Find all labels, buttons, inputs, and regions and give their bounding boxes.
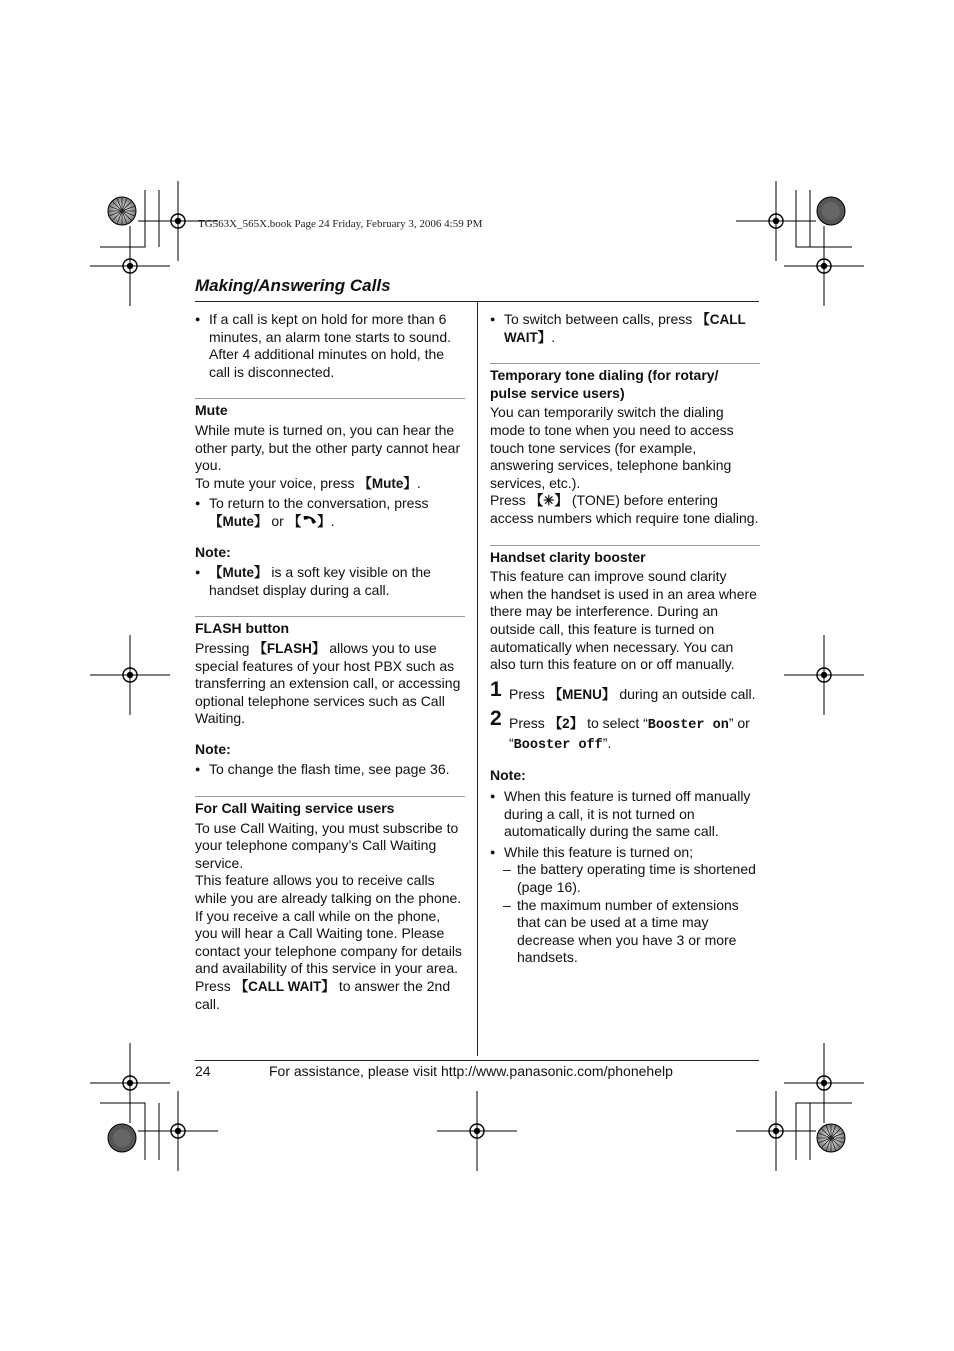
footer-rule [195, 1060, 759, 1061]
booster-note-dash-2: – the maximum number of extensions that can be used at a time may decrease when you have 3 or more handsets. [490, 897, 760, 967]
hold-alarm-bullet: ● If a call is kept on hold for more than 6 minutes, an alarm tone starts to sound. After 4 additional minutes on hold, the call is disconnected. [195, 311, 465, 381]
note-label: Note: [195, 740, 231, 757]
mute-note-bullet: ● 【Mute】 is a soft key visible on the handset display during a call. [195, 564, 465, 599]
divider [195, 796, 465, 797]
booster-note-bullet-1: ● When this feature is turned off manually during a call, it is not turned on automatically during the same call. [490, 788, 760, 841]
mute-description: While mute is turned on, you can hear the other party, but the other party cannot hear you. [195, 421, 461, 474]
booster-off-option: Booster off [513, 737, 603, 753]
right-column [490, 311, 760, 967]
divider [195, 616, 465, 617]
note-label: Note: [195, 543, 231, 560]
mute-key: 【Mute】 [209, 565, 268, 581]
section-title: Making/Answering Calls [195, 276, 391, 295]
step-1: 1 Press 【MENU】 during an outside call. [490, 677, 756, 702]
call-waiting-subscribe: To use Call Waiting, you must subscribe to your telephone company’s Call Waiting service. [195, 819, 459, 871]
call-waiting-answer: Press 【CALL WAIT】 to answer the 2nd call. [195, 978, 451, 1012]
flash-description: Pressing 【FLASH】 allows you to use special features of your host PBX such as transferring an extension call, or accessing optional telephone services such as Call Waiting. [195, 639, 461, 727]
tone-dialing-description: You can temporarily switch the dialing mode to tone when you need to access touch tone services (for example, answering services, telephone banking services, etc.). [490, 404, 734, 491]
mute-return-bullet: ● To return to the conversation, press 【Mute】 or 【 】. [195, 495, 465, 530]
mute-heading: Mute [195, 402, 228, 419]
call-wait-key: 【CALL WAIT】 [504, 312, 746, 345]
step-number: 2 [490, 707, 502, 731]
clarity-booster-description: This feature can improve sound clarity when the handset is used in an area where there may be interference. During an outside call, this feature is turned on automatically when necessary. You can also turn this feature on or off manually. [490, 568, 757, 673]
flash-note-bullet: ● To change the flash time, see page 36. [195, 761, 465, 779]
flash-key: 【FLASH】 [253, 640, 326, 656]
call-waiting-description: This feature allows you to receive calls while you are already talking on the phone. If you receive a call while on the phone, you will hear a Call Waiting tone. Please contact your telephone company for details and availability of this service in your area. [195, 872, 462, 977]
divider [490, 545, 760, 546]
tone-dialing-instruction: Press 【✳】 (TONE) before entering access numbers which require tone dialing. [490, 492, 759, 526]
talk-key: 【 】 [287, 513, 331, 529]
note-label: Note: [490, 767, 526, 784]
mute-key: 【Mute】 [209, 513, 268, 529]
menu-key: 【MENU】 [548, 686, 616, 702]
book-info: TG563X_565X.book Page 24 Friday, February 3, 2006 4:59 PM [198, 218, 483, 230]
booster-note-dash-1: – the battery operating time is shortened (page 16). [490, 861, 760, 896]
call-waiting-heading: For Call Waiting service users [195, 800, 395, 817]
divider [490, 363, 760, 364]
flash-heading: FLASH button [195, 620, 290, 637]
mute-instruction: To mute your voice, press 【Mute】. [195, 474, 421, 491]
two-key: 【2】 [548, 716, 584, 732]
star-key: 【✳】 [529, 493, 568, 509]
mute-key: 【Mute】 [358, 475, 417, 491]
booster-on-option: Booster on [647, 718, 729, 734]
column-divider [477, 302, 478, 1056]
clarity-booster-heading: Handset clarity booster [490, 548, 646, 565]
left-column [195, 311, 465, 1013]
step-number: 1 [490, 677, 502, 701]
booster-note-bullet-2: ● While this feature is turned on; [490, 844, 760, 862]
assistance-footer: For assistance, please visit http://www.panasonic.com/phonehelp [269, 1063, 673, 1079]
divider [195, 398, 465, 399]
call-wait-key: 【CALL WAIT】 [234, 979, 335, 994]
page-number: 24 [195, 1063, 211, 1079]
tone-dialing-heading: Temporary tone dialing (for rotary/ pulse service users) [490, 367, 719, 401]
step-2: 2 Press 【2】 to select “Booster on” or “Booster off”. [490, 707, 750, 753]
phone-icon [301, 516, 317, 527]
switch-calls-bullet: ● To switch between calls, press 【CALL WAIT】. [490, 311, 760, 346]
